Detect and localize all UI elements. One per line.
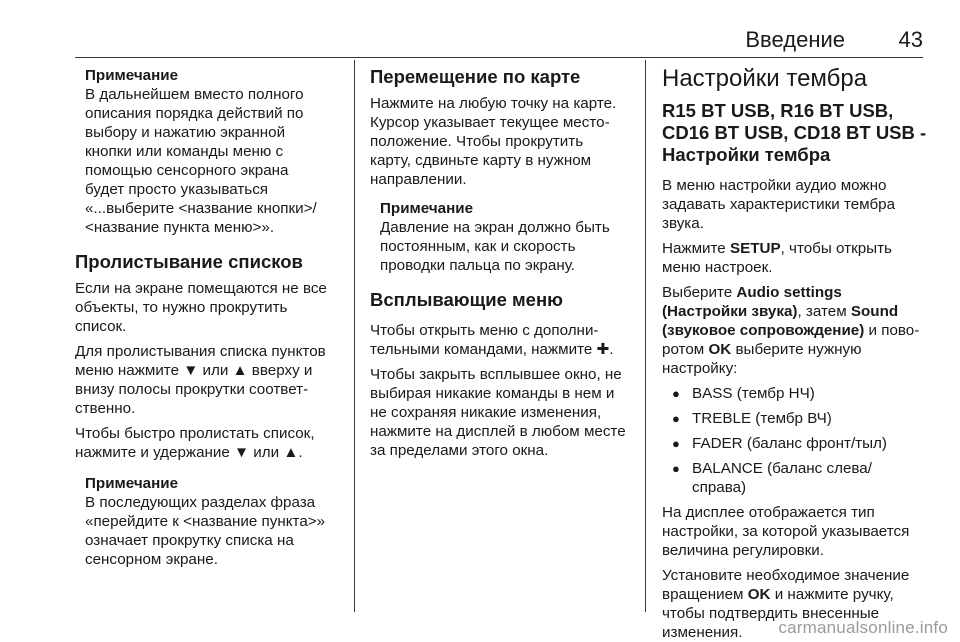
settings-list [662, 384, 928, 497]
section-heading-scrolling: Пролистывание списков [75, 251, 303, 272]
note-text: Давление на экран должно быть постоянным, как и скорость проводки пальца по экрану. [380, 219, 610, 274]
section-title-tone-settings: Настройки тембра [662, 65, 868, 92]
section-heading-map: Перемещение по карте [370, 66, 581, 87]
note-block [380, 199, 632, 275]
paragraph: На дисплее отображается тип настройки, за которой указывается величина регулировки. [662, 504, 910, 559]
list-item: ● TREBLE (тембр ВЧ) [662, 409, 928, 428]
paragraph: В меню настройки аудио можно задавать характеристики тембра звука. [662, 177, 896, 232]
text-run: , затем [797, 303, 851, 320]
note-heading: Примечание [85, 67, 179, 84]
ok-knob-label: OK [708, 341, 732, 358]
note-block [85, 474, 341, 569]
text-run: и нажмите ручку, чтобы подтвердить внесенные изменения. [662, 586, 894, 641]
paragraph: Чтобы открыть меню с дополни- тельными командами, нажмите ✚. [370, 322, 614, 358]
list-item: ● BASS (тембр НЧ) [662, 384, 928, 403]
page-header [75, 26, 923, 58]
column-divider-right [645, 60, 646, 612]
column-right [662, 66, 928, 642]
section-subtitle-models: R15 BT USB, R16 BT USB, CD16 BT USB, CD18 BT USB - Настройки тембра [662, 100, 927, 165]
text-run: и пово- ротом [662, 322, 920, 358]
note-text: В последующих разделах фраза «перейдите к <название пункта>» означает прокрутку списка на сенсорном экране. [85, 494, 326, 568]
setup-button-label: SETUP [729, 240, 781, 257]
paragraph: Нажмите на любую точку на карте. Курсор указывает текущее место- положение. Чтобы прокрутить карту, сдвиньте карту в нужном направлении. [370, 95, 617, 188]
section-heading-popup-menus: Всплывающие меню [370, 289, 563, 310]
sound-label: Sound (звуковое сопровождение) [662, 303, 899, 339]
list-item: ● FADER (баланс фронт/тыл) [662, 434, 928, 453]
page-title: Введение [745, 27, 845, 52]
header-rule [75, 57, 923, 58]
text-run: выберите нужную настройку: [662, 341, 862, 377]
column-divider-left [354, 60, 355, 612]
paragraph [662, 239, 928, 277]
text-run: , чтобы открыть меню настроек. [662, 240, 892, 276]
text-run: Установите необходимое значение вращением [662, 567, 910, 603]
note-heading: Примечание [380, 200, 474, 217]
paragraph: Чтобы закрыть всплывшее окно, не выбирая никакие команды в нем и не сохраняя никакие изменения, нажмите на дисплей в любом месте за пределами этого окна. [370, 366, 626, 459]
paragraph: Если на экране помещаются не все объекты, то нужно прокрутить список. [75, 280, 327, 335]
column-left [75, 66, 341, 583]
note-text: В дальнейшем вместо полного описания порядка действий по выбору и нажатию экранной кнопки или команды меню с помощью сенсорного экрана будет просто указываться «...выберите <название кнопки>/ <название пункта меню>». [85, 86, 317, 236]
audio-settings-label: Audio settings (Настройки звука) [662, 284, 842, 320]
page-number: 43 [898, 27, 923, 52]
list-item: ● BALANCE (баланс слева/ справа) [662, 459, 928, 497]
text-run: Нажмите [662, 240, 730, 257]
note-heading: Примечание [85, 475, 179, 492]
watermark: carmanualsonline.info [778, 618, 948, 637]
paragraph: Для пролистывания списка пунктов меню нажмите ▼ или ▲ вверху и внизу полосы прокрутки соответ- ственно. [75, 343, 326, 417]
note-block [85, 66, 341, 237]
paragraph: Чтобы быстро пролистать список, нажмите и удержание ▼ или ▲. [75, 425, 315, 461]
ok-knob-label: OK [747, 586, 771, 603]
text-run: Выберите [662, 284, 737, 301]
column-middle [370, 66, 632, 466]
paragraph [662, 283, 928, 378]
